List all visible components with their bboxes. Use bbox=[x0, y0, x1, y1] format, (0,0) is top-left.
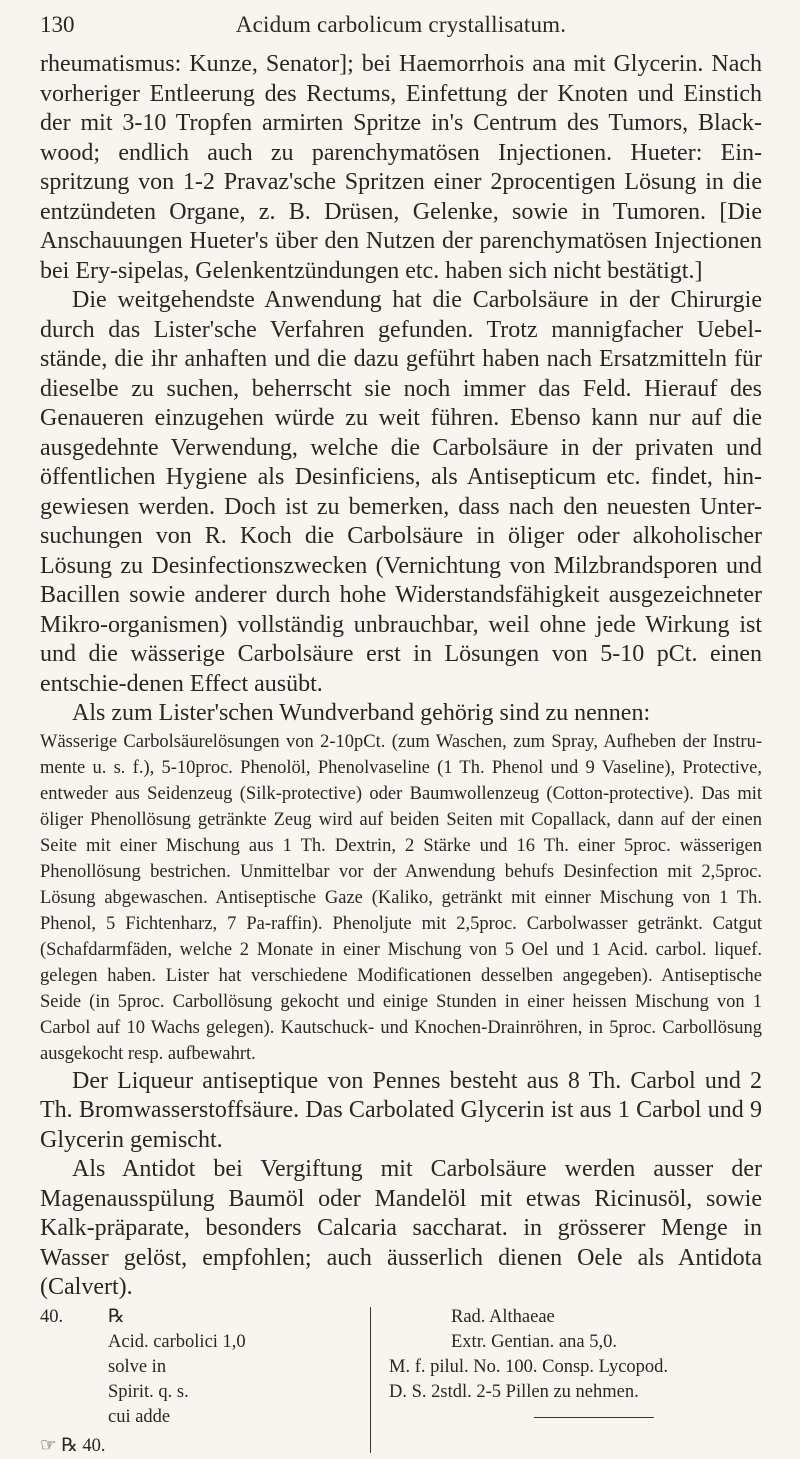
page-header bbox=[40, 10, 762, 50]
recipe-right-column bbox=[383, 1305, 762, 1459]
recipe-right-line: Rad. Althaeae bbox=[451, 1306, 555, 1327]
running-title: Acidum carbolicum crystallisatum. bbox=[235, 12, 567, 37]
recipe-end-rule bbox=[534, 1417, 654, 1418]
recipe-footer: ☞ ℞ 40. bbox=[40, 1435, 106, 1456]
recipe-right-line: Extr. Gentian. ana 5,0. bbox=[451, 1331, 617, 1352]
paragraph-2: Die weitgehendste Anwendung hat die Carbolsäure in der Chirurgie durch das Lister'sche Verfahren gefunden. Trotz mannigfacher Uebel-stände, die ihr anhaften und die dazu geführt haben nach Ersatzmitteln für dieselbe zu suchen, beherrscht sie noch immer das Feld. Hierauf des Genaueren einzugehen würde zu weit führen. Ebenso kann nur auf die ausgedehnte Verwendung, welche die Carbolsäure in der privaten und öffentlichen Hygiene als Desinficiens, als Antisepticum etc. findet, hin-gewiesen werden. Doch ist zu bemerken, dass nach den neuesten Unter-suchungen von R. Koch die Carbolsäure in öliger oder alkoholischer Lösung zu Desinfectionszwecken (Vernichtung von Milzbrandsporen und Bacillen sowie anderer durch hohe Widerstandsfähigkeit ausgezeichneter Mikro-organismen) vollständig unbrauchbar, weil ohne jede Wirkung ist und die wässerige Carbolsäure erst in Lösungen von 5-10 pCt. einen entschie-denen Effect ausübt. bbox=[40, 287, 762, 697]
recipe-left-line: cui adde bbox=[108, 1406, 171, 1427]
paragraph-lister-text: Wässerige Carbolsäurelösungen von 2-10pCt. (zum Waschen, zum Spray, Aufheben der Instru-mente u. s. f.), 5-10proc. Phenolöl, Phenolvaseline (1 Th. Phenol und 9 Vaseline), Protective, entweder aus Seidenzeug (Silk-protective) oder Baumwollenzeug (Cotton-protective). Das mit öliger Phenollösung getränkte Zeug wird auf beiden Seiten mit Copallack, dann auf der einen Seite mit einer Mischung aus 1 Th. Dextrin, 2 Stärke und 16 Th. einer 5proc. wässerigen Phenollösung bestrichen. Unmittelbar vor der Anwendung behufs Desinfection mit 2,5proc. Lösung abgewaschen. Antiseptische Gaze (Kaliko, getränkt mit einner Mischung von 1 Th. Phenol, 5 Fichtenharz, 7 Pa-raffin). Phenoljute mit 2,5proc. Carbolwasser getränkt. Catgut (Schafdarmfäden, welche 2 Monate in einer Mischung von 5 Oel und 1 Acid. carbol. liquef. gelegen haben. Lister hat verschiedene Modificationen desselben angegeben). Antiseptische Seide (in 5proc. Carbollösung gekocht und einige Stunden in einer heissen Mischung von 1 Carbol auf 10 Wachs gelegen). Kautschuck- und Knochen-Drainröhren, in 5proc. Carbollösung ausgekocht resp. aufbewahrt. bbox=[40, 731, 762, 1064]
page-number: 130 bbox=[40, 12, 75, 37]
recipe-left-line: solve in bbox=[108, 1356, 167, 1377]
main-text-after bbox=[40, 1067, 762, 1303]
paragraph-antidot: Als Antidot bei Vergiftung mit Carbolsäure werden ausser der Magenausspülung Baumöl oder Mandelöl mit etwas Ricinusöl, sowie Kalk-präparate, besonders Calcaria saccharat. in grösserer Menge in Wasser gelöst, empfohlen; auch äusserlich dienen Oele als Antidota (Calvert). bbox=[40, 1156, 762, 1300]
paragraph-lister-heading: Als zum Lister'schen Wundverband gehörig sind zu nennen: bbox=[72, 700, 651, 726]
recipe-left-line: Acid. carbolici 1,0 bbox=[108, 1331, 246, 1352]
small-print-block bbox=[40, 729, 762, 1067]
recipe-block bbox=[40, 1305, 762, 1459]
paragraph-1: rheumatismus: Kunze, Senator]; bei Haemorrhois ana mit Glycerin. Nach vorheriger Entleerung des Rectums, Einfettung der Knoten und Einstich der mit 3-10 Tropfen armirten Spritze in's Centrum des Tumors, Black-wood; endlich auch zu parenchymatösen Injectionen. Hueter: Ein-spritzung von 1-2 Pravaz'sche Spritzen einer 2procentigen Lösung in die entzündeten Organe, z. B. Drüsen, Gelenke, sowie in Tumoren. [Die Anschauungen Hueter's über den Nutzen der parenchymatösen Injectionen bei Ery-sipelas, Gelenkentzündungen etc. haben sich nicht bestätigt.] bbox=[40, 51, 762, 284]
recipe-number: 40. bbox=[40, 1306, 64, 1327]
main-text bbox=[40, 50, 762, 729]
recipe-left-column bbox=[40, 1305, 370, 1459]
recipe-right-line: D. S. 2stdl. 2-5 Pillen zu nehmen. bbox=[389, 1381, 639, 1402]
recipe-left-line: Spirit. q. s. bbox=[108, 1381, 189, 1402]
recipe-right-line: M. f. pilul. No. 100. Consp. Lycopod. bbox=[389, 1356, 669, 1377]
recipe-divider bbox=[370, 1307, 371, 1453]
recipe-left-line: ℞ bbox=[108, 1306, 125, 1327]
paragraph-liqueur: Der Liqueur antiseptique von Pennes besteht aus 8 Th. Carbol und 2 Th. Bromwasserstoffsäure. Das Carbolated Glycerin ist aus 1 Carbol und 9 Glycerin gemischt. bbox=[40, 1067, 762, 1153]
